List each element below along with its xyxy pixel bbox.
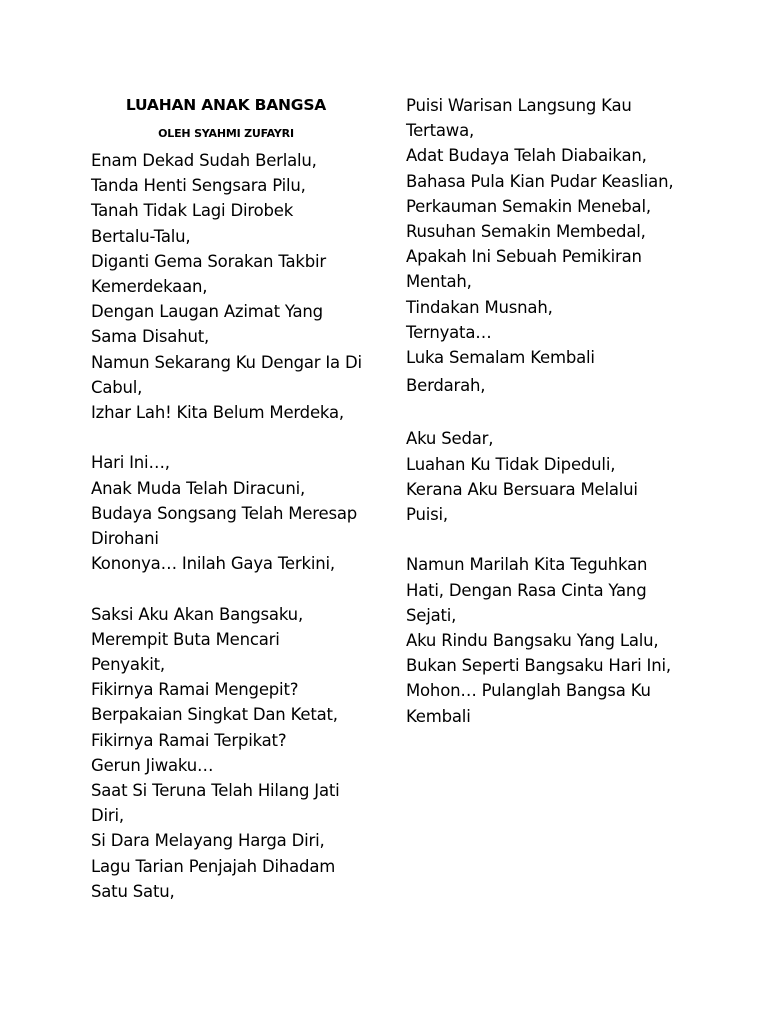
poem-line: Saat Si Teruna Telah Hilang Jati bbox=[91, 781, 340, 801]
poem-line: Tanah Tidak Lagi Dirobek bbox=[91, 201, 294, 221]
poem-line: Puisi, bbox=[406, 505, 448, 525]
poem-line: Fikirnya Ramai Mengepit? bbox=[91, 680, 299, 700]
poem-line: Namun Sekarang Ku Dengar Ia Di bbox=[91, 352, 362, 372]
poem-line: Merempit Buta Mencari bbox=[91, 629, 280, 649]
poem-line: Budaya Songsang Telah Meresap bbox=[91, 503, 358, 523]
poem-line: Luahan Ku Tidak Dipeduli, bbox=[406, 454, 616, 474]
poem-line: Dirohani bbox=[91, 529, 159, 549]
poem-line: Sejati, bbox=[406, 605, 457, 625]
stanza-left-2 bbox=[91, 450, 381, 576]
poem-line: Anak Muda Telah Diracuni, bbox=[91, 478, 306, 498]
poem-line: Perkauman Semakin Menebal, bbox=[406, 196, 651, 216]
poem-line: Tertawa, bbox=[406, 121, 475, 141]
poem-line: Bukan Seperti Bangsaku Hari Ini, bbox=[406, 656, 671, 676]
poem-line: Ternyata… bbox=[406, 322, 492, 342]
poem-line: Mentah, bbox=[406, 272, 472, 292]
poem-line: Hari Ini…, bbox=[91, 453, 170, 473]
poem-line: Berdarah, bbox=[406, 376, 486, 396]
poem-line: Diri, bbox=[91, 806, 124, 826]
poem-line: Puisi Warisan Langsung Kau bbox=[406, 96, 632, 115]
poem-line: Diganti Gema Sorakan Takbir bbox=[91, 251, 326, 271]
poem-line: Aku Rindu Bangsaku Yang Lalu, bbox=[406, 631, 659, 651]
poem-line: Sama Disahut, bbox=[91, 327, 210, 347]
poem-line: Satu Satu, bbox=[91, 881, 175, 901]
poem-line: Kemerdekaan, bbox=[91, 277, 208, 297]
poem-line: Tindakan Musnah, bbox=[406, 297, 553, 317]
poem-line: Saksi Aku Akan Bangsaku, bbox=[91, 604, 303, 624]
poem-line: Apakah Ini Sebuah Pemikiran bbox=[406, 247, 642, 267]
stanza-right-3 bbox=[406, 552, 756, 728]
poem-line: Mohon… Pulanglah Bangsa Ku bbox=[406, 681, 651, 701]
poem-line: Hati, Dengan Rasa Cinta Yang bbox=[406, 580, 647, 600]
poem-line: Bertalu-Talu, bbox=[91, 226, 191, 246]
stanza-left-3 bbox=[91, 602, 381, 904]
poem-author: OLEH SYAHMI ZUFAYRI bbox=[158, 127, 294, 140]
poem-line: Dengan Laugan Azimat Yang bbox=[91, 302, 323, 322]
left-column bbox=[91, 93, 381, 904]
poem-line: Berpakaian Singkat Dan Ketat, bbox=[91, 705, 338, 725]
stanza-right-2 bbox=[406, 426, 756, 527]
poem-line: Rusuhan Semakin Membedal, bbox=[406, 222, 646, 242]
stanza-left-1 bbox=[91, 148, 381, 425]
poem-line: Aku Sedar, bbox=[406, 429, 494, 449]
poem-line: Izhar Lah! Kita Belum Merdeka, bbox=[91, 403, 344, 423]
poem-line: Luka Semalam Kembali bbox=[406, 348, 595, 368]
poem-line: Kononya… Inilah Gaya Terkini, bbox=[91, 554, 335, 574]
poem-line: Tanda Henti Sengsara Pilu, bbox=[91, 176, 306, 196]
poem-line: Namun Marilah Kita Teguhkan bbox=[406, 555, 648, 575]
poem-line: Lagu Tarian Penjajah Dihadam bbox=[91, 856, 336, 876]
poem-line: Kembali bbox=[406, 706, 471, 726]
poem-title: LUAHAN ANAK BANGSA bbox=[125, 96, 327, 114]
poem-line: Si Dara Melayang Harga Diri, bbox=[91, 831, 325, 851]
poem-line: Kerana Aku Bersuara Melalui bbox=[406, 479, 638, 499]
stanza-right-1 bbox=[406, 93, 756, 401]
poem-line: Fikirnya Ramai Terpikat? bbox=[91, 730, 287, 750]
right-column bbox=[406, 93, 756, 729]
poem-line: Penyakit, bbox=[91, 655, 165, 675]
poem-line: Enam Dekad Sudah Berlalu, bbox=[91, 151, 317, 170]
poem-line: Gerun Jiwaku… bbox=[91, 755, 214, 775]
poem-line: Bahasa Pula Kian Pudar Keaslian, bbox=[406, 171, 674, 191]
poem-line: Cabul, bbox=[91, 377, 143, 397]
poem-line: Adat Budaya Telah Diabaikan, bbox=[406, 146, 647, 166]
